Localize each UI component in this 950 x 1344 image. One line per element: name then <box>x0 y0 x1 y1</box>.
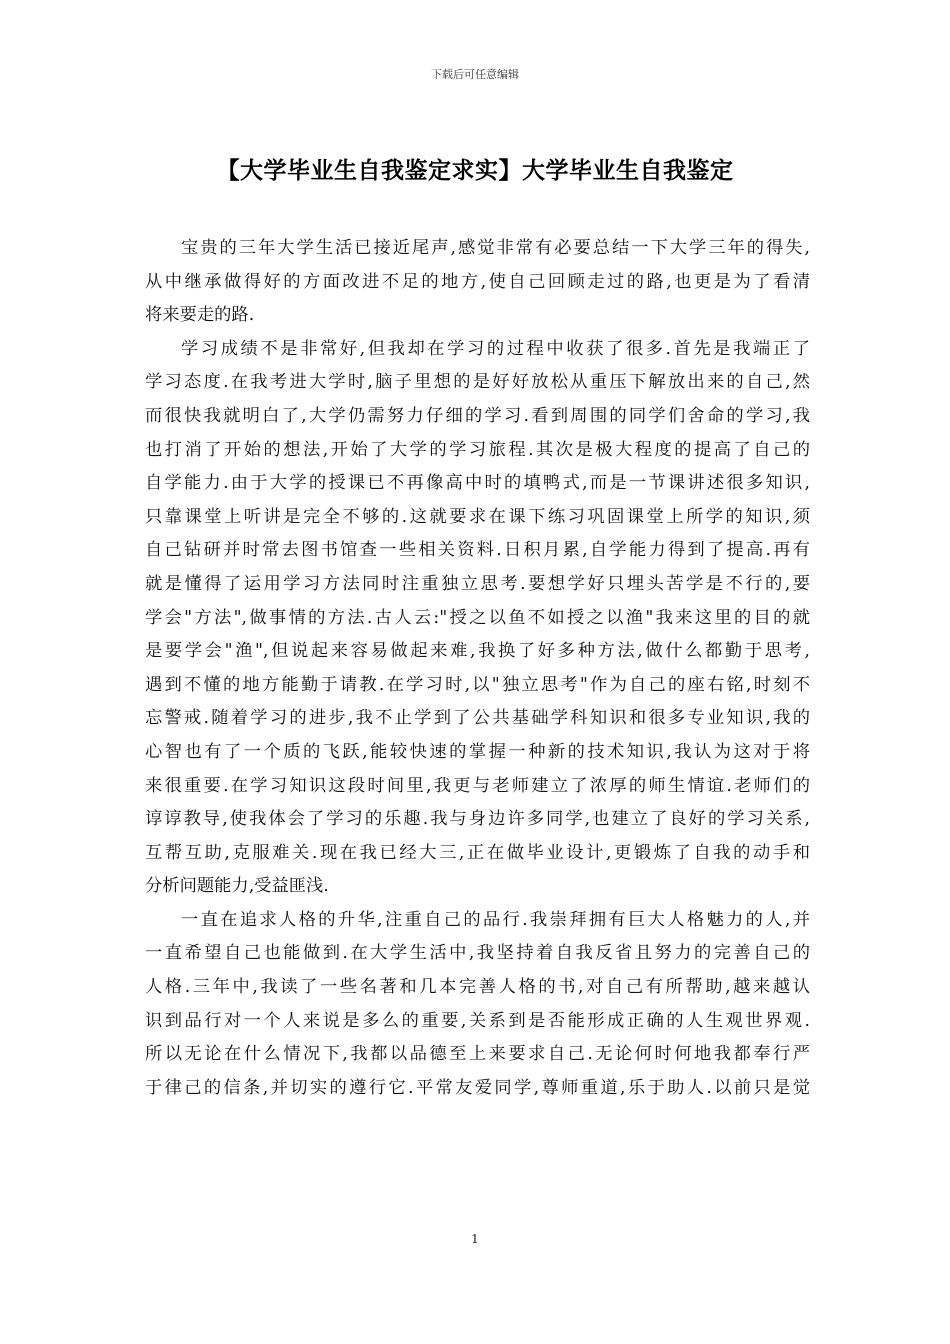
text-line: 宝贵的三年大学生活已接近尾声,感觉非常有必要总结一下大学三年的得失, <box>181 238 810 258</box>
text-line: 分析问题能力,受益匪浅. <box>145 876 329 897</box>
text-line: 忘警戒.随着学习的进步,我不止学到了公共基础学科知识和很多专业知识,我的 <box>145 708 810 729</box>
text-line: 学习态度.在我考进大学时,脑子里想的是好好放松从重压下解放出来的自己,然 <box>145 372 810 393</box>
text-line: 而很快我就明白了,大学仍需努力仔细的学习.看到周围的同学们舍命的学习,我 <box>145 405 810 426</box>
text-line: 学会"方法",做事情的方法.古人云:"授之以鱼不如授之以渔"我来这里的目的就 <box>145 607 810 628</box>
page-number: 1 <box>471 1232 479 1246</box>
text-line: 只靠课堂上听讲是完全不够的.这就要求在课下练习巩固课堂上所学的知识,须 <box>145 506 810 527</box>
text-line: 一直在追求人格的升华,注重自己的品行.我崇拜拥有巨大人格魅力的人,并 <box>181 909 810 930</box>
text-line: 于律己的信条,并切实的遵行它.平常友爱同学,尊师重道,乐于助人.以前只是觉 <box>145 1077 810 1098</box>
text-line: 心智也有了一个质的飞跃,能较快速的掌握一种新的技术知识,我认为这对于将 <box>145 741 810 762</box>
header-note: 下载后可任意编辑 <box>431 68 519 81</box>
text-line: 谆谆教导,使我体会了学习的乐趣.我与身边许多同学,也建立了良好的学习关系, <box>145 809 810 830</box>
text-line: 所以无论在什么情况下,我都以品德至上来要求自己.无论何时何地我都奉行严 <box>145 1044 810 1065</box>
text-line: 识到品行对一个人来说是多么的重要,关系到是否能形成正确的人生观世界观. <box>145 1010 810 1031</box>
text-line: 人格.三年中,我读了一些名著和几本完善人格的书,对自己有所帮助,越来越认 <box>145 977 810 998</box>
document-title: 【大学毕业生自我鉴定求实】大学毕业生自我鉴定 <box>216 158 734 184</box>
text-line: 自己钻研并时常去图书馆查一些相关资料.日积月累,自学能力得到了提高.再有 <box>145 540 810 561</box>
text-line: 将来要走的路. <box>145 305 255 326</box>
text-line: 是要学会"渔",但说起来容易做起来难,我换了好多种方法,做什么都勤于思考, <box>145 641 810 662</box>
document-body <box>145 232 810 1105</box>
text-line: 也打消了开始的想法,开始了大学的学习旅程.其次是极大程度的提高了自己的 <box>145 439 810 460</box>
paragraph <box>145 333 810 904</box>
text-line: 自学能力.由于大学的授课已不再像高中时的填鸭式,而是一节课讲述很多知识, <box>145 473 810 494</box>
paragraph <box>145 904 810 1106</box>
paragraph <box>145 232 810 333</box>
text-line: 互帮互助,克服难关.现在我已经大三,正在做毕业设计,更锻炼了自我的动手和 <box>145 842 810 863</box>
text-line: 来很重要.在学习知识这段时间里,我更与老师建立了浓厚的师生情谊.老师们的 <box>145 775 810 796</box>
text-line: 遇到不懂的地方能勤于请教.在学习时,以"独立思考"作为自己的座右铭,时刻不 <box>145 674 810 695</box>
text-line: 一直希望自己也能做到.在大学生活中,我坚持着自我反省且努力的完善自己的 <box>145 943 810 964</box>
text-line: 就是懂得了运用学习方法同时注重独立思考.要想学好只埋头苦学是不行的,要 <box>145 573 810 594</box>
text-line: 从中继承做得好的方面改进不足的地方,使自己回顾走过的路,也更是为了看清 <box>145 271 810 292</box>
text-line: 学习成绩不是非常好,但我却在学习的过程中收获了很多.首先是我端正了 <box>181 338 810 359</box>
